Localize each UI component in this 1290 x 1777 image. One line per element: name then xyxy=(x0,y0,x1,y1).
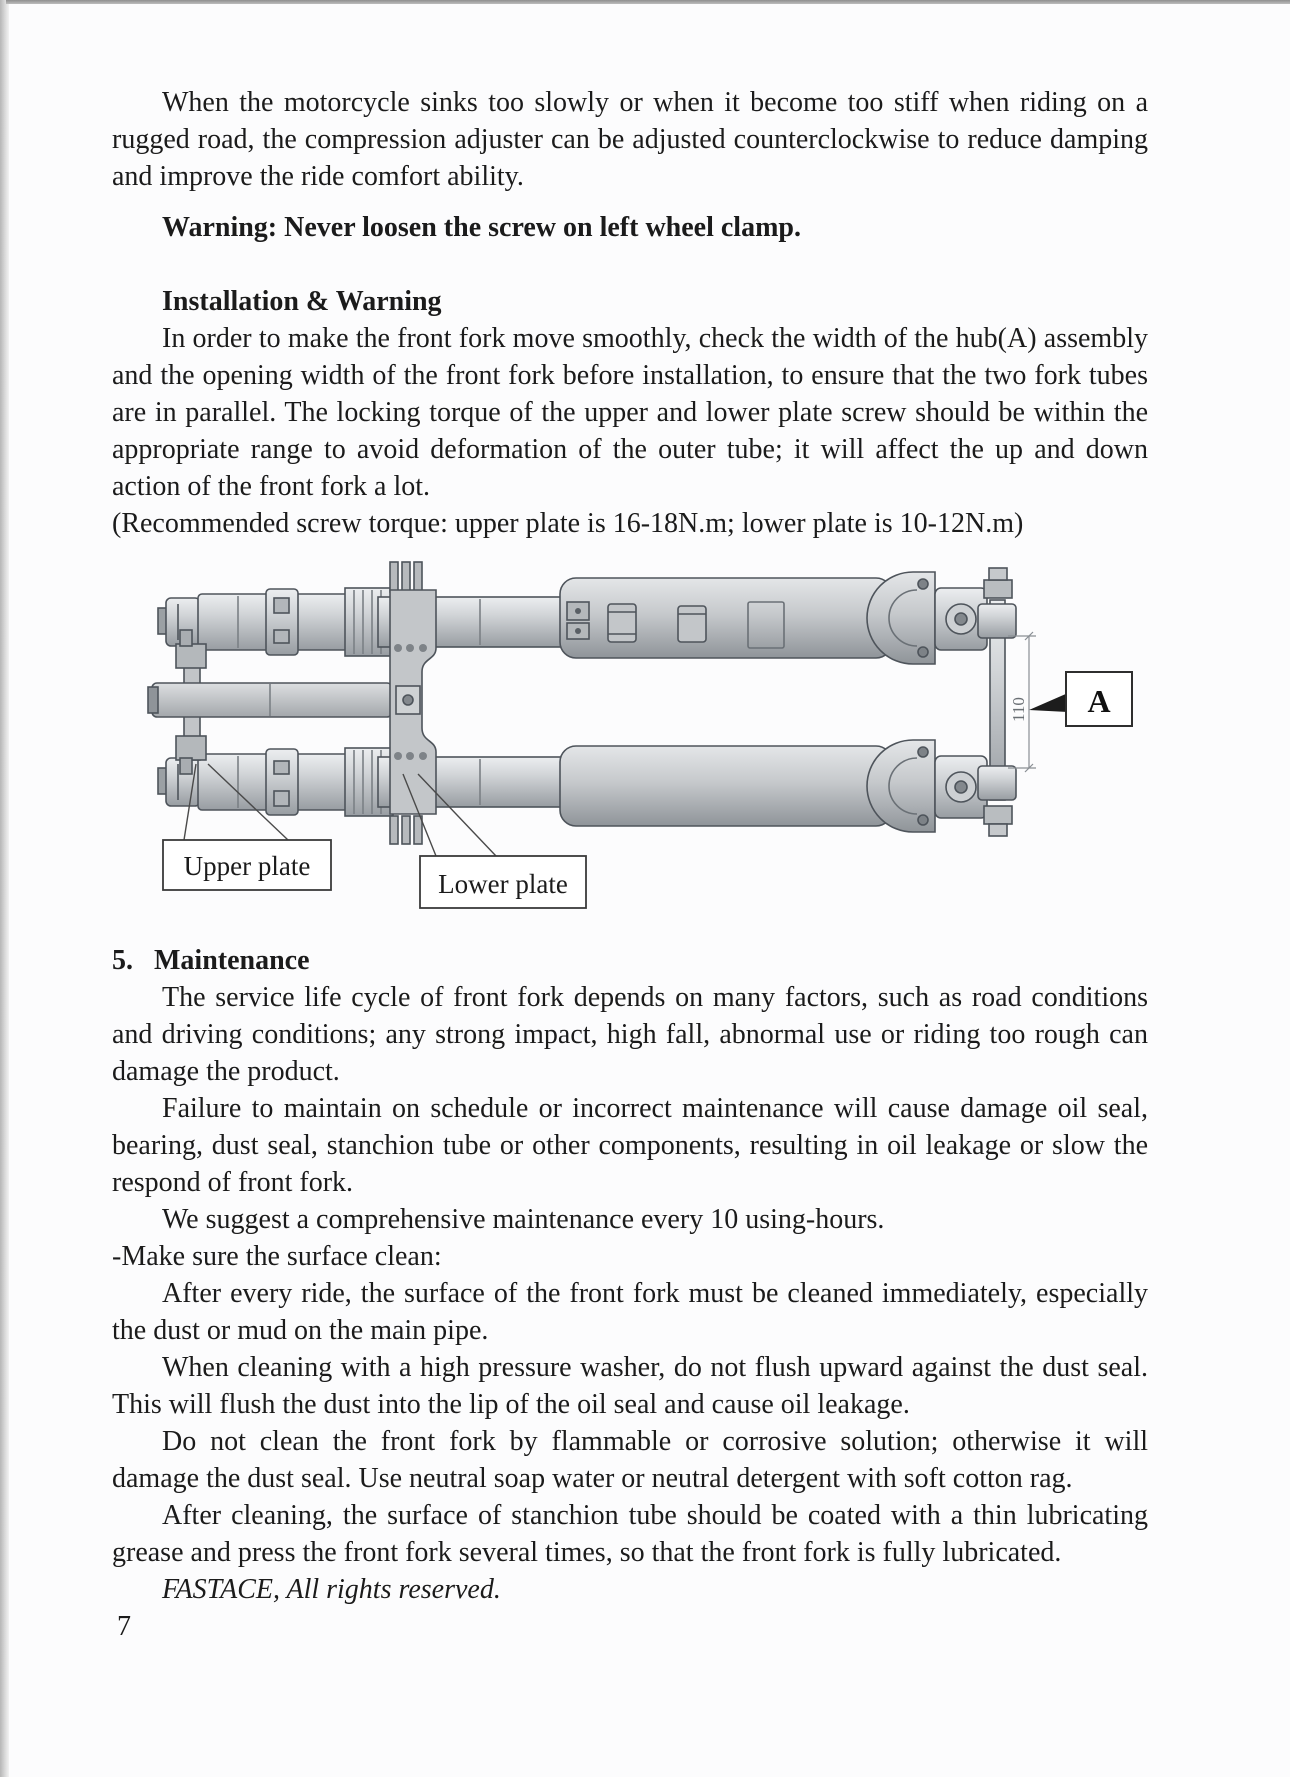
page-edge-shadow xyxy=(0,0,9,1777)
page-top-edge xyxy=(6,0,1290,4)
top-fork-tube xyxy=(158,572,987,664)
dimension-110-value: 110 xyxy=(1009,697,1028,722)
front-fork-diagram-area xyxy=(112,542,1148,942)
maintenance-paragraph-5: After every ride, the surface of the front fork must be cleaned immediately, especially the dust or mud on the main pipe. xyxy=(112,1278,1148,1346)
lower-plate xyxy=(390,562,436,844)
callout-a-arrow xyxy=(1029,693,1068,712)
front-axle xyxy=(148,683,392,717)
maintenance-paragraph-2: Failure to maintain on schedule or incorrect maintenance will cause damage oil seal, bearing, dust seal, stanchion tube or other components, resulting in oil leakage or slow the respond of front fork. xyxy=(112,1093,1148,1198)
maintenance-paragraph-3: We suggest a comprehensive maintenance every 10 using-hours. xyxy=(162,1204,885,1235)
maintenance-heading xyxy=(112,942,1148,979)
torque-note: (Recommended screw torque: upper plate is 16-18N.m; lower plate is 10-12N.m) xyxy=(112,508,1024,539)
upper-plate-label-text: Upper plate xyxy=(183,851,311,881)
dimension-110 xyxy=(1008,632,1036,772)
footer-copyright: FASTACE, All rights reserved. xyxy=(162,1574,501,1605)
surface-clean-line: -Make sure the surface clean: xyxy=(112,1241,442,1272)
warning-line: Warning: Never loosen the screw on left wheel clamp. xyxy=(162,212,801,243)
installation-heading: Installation & Warning xyxy=(162,286,442,317)
front-fork-diagram xyxy=(140,560,1140,930)
bottom-fork-tube xyxy=(158,740,987,832)
lower-plate-label-text: Lower plate xyxy=(438,869,568,899)
maintenance-paragraph-6: When cleaning with a high pressure washer, do not flush upward against the dust seal. This will flush the dust into the lip of the oil seal and cause oil leakage. xyxy=(112,1352,1148,1420)
maintenance-paragraph-1: The service life cycle of front fork depends on many factors, such as road conditions and driving conditions; any strong impact, high fall, abnormal use or riding too rough can damage the product. xyxy=(112,982,1148,1087)
callout-a-label: A xyxy=(1087,683,1111,719)
page-number: 7 xyxy=(117,1611,131,1642)
callout-a xyxy=(1029,672,1132,726)
intro-paragraph: When the motorcycle sinks too slowly or when it become too stiff when riding on a rugged road, the compression adjuster can be adjusted counterclockwise to reduce damping and improve the ride comfort ability. xyxy=(112,87,1148,192)
maintenance-paragraph-7: Do not clean the front fork by flammable or corrosive solution; otherwise it will damage the dust seal. Use neutral soap water or neutral detergent with soft cotton rag. xyxy=(112,1426,1148,1494)
maintenance-heading-number: 5. xyxy=(112,945,133,976)
maintenance-heading-title: Maintenance xyxy=(154,945,310,976)
maintenance-paragraph-8: After cleaning, the surface of stanchion tube should be coated with a thin lubricating grease and press the front fork several times, so that the front fork is fully lubricated. xyxy=(112,1500,1148,1568)
installation-paragraph: In order to make the front fork move smoothly, check the width of the hub(A) assembly and the opening width of the front fork before installation, to ensure that the two fork tubes are in parallel. The locking torque of the upper and lower plate screw should be within the appropriate range to avoid deformation of the outer tube; it will affect the up and down action of the front fork a lot. xyxy=(112,323,1148,502)
document-body xyxy=(112,84,1148,1645)
